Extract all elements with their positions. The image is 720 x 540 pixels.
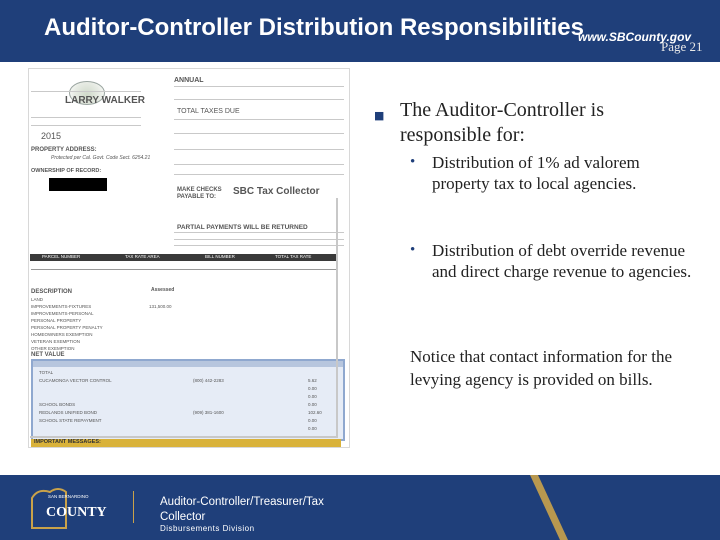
make-checks-label: MAKE CHECKS PAYABLE TO: bbox=[177, 187, 222, 200]
levy-row-amount: 0.00 bbox=[308, 386, 317, 391]
levy-row-phone: (800) 442-2283 bbox=[193, 378, 224, 383]
sub-bullet bbox=[410, 240, 700, 282]
sub-bullet bbox=[410, 152, 700, 194]
levy-row-amount: 0.00 bbox=[308, 394, 317, 399]
levy-row-amount: 0.00 bbox=[308, 418, 317, 423]
description-row: PERSONAL PROPERTY PENALTY bbox=[31, 325, 103, 330]
bill-rule bbox=[174, 86, 344, 87]
net-value-label: NET VALUE bbox=[31, 352, 65, 358]
bill-rule bbox=[31, 91, 141, 92]
footer-department: Auditor-Controller/Treasurer/Tax Collector bbox=[160, 496, 324, 523]
bill-rule bbox=[174, 245, 344, 246]
levy-row-amount: 5.62 bbox=[308, 378, 317, 383]
page-number: Page 21 bbox=[661, 39, 703, 54]
levy-row-phone: (909) 381-1600 bbox=[193, 410, 224, 415]
levy-row-name: SCHOOL STATE REPAYMENT bbox=[39, 418, 102, 423]
levy-row-amount: 102.60 bbox=[308, 410, 322, 415]
bill-rule bbox=[174, 99, 344, 100]
redacted-owner-block bbox=[49, 178, 107, 191]
description-row: OTHER EXEMPTION bbox=[31, 346, 75, 351]
bill-annual-label: ANNUAL bbox=[174, 77, 204, 84]
bill-rule bbox=[31, 117, 141, 118]
levy-row-name: CUCAMONGA VECTOR CONTROL bbox=[39, 378, 112, 383]
sub-bullet-text: Distribution of debt override revenue and direct charge revenue to agencies. bbox=[432, 241, 692, 281]
notice-text: Notice that contact information for the levying agency is provided on bills. bbox=[410, 347, 672, 389]
main-bullet-text: The Auditor-Controller is responsible for: bbox=[400, 99, 605, 146]
bill-shadow bbox=[30, 436, 338, 438]
square-bullet-icon: ■ bbox=[374, 109, 385, 122]
logo-text-top: SAN BERNARDINO bbox=[48, 494, 89, 499]
bill-rule bbox=[174, 119, 344, 120]
assessed-label: Assessed bbox=[151, 287, 175, 293]
levy-row-name: SCHOOL BONDS bbox=[39, 402, 76, 407]
bill-year: 2015 bbox=[41, 131, 62, 141]
bill-rule bbox=[174, 232, 344, 233]
footer-divider bbox=[133, 491, 134, 523]
description-row: VETERAN EXEMPTION bbox=[31, 339, 81, 344]
sub-bullet-text: Distribution of 1% ad valorem property tax to local agencies. bbox=[432, 153, 640, 193]
payee-name: SBC Tax Collector bbox=[233, 186, 320, 197]
total-due-label: TOTAL TAXES DUE bbox=[177, 108, 240, 115]
important-messages-bar bbox=[31, 439, 341, 447]
tax-collector-name: LARRY WALKER bbox=[65, 95, 145, 106]
levy-row-amount: 0.00 bbox=[308, 426, 317, 431]
bill-rule bbox=[174, 174, 344, 175]
description-row: HOMEOWNERS EXEMPTION bbox=[31, 332, 93, 337]
slide-title: Auditor-Controller Distribution Responsibilities bbox=[44, 14, 584, 41]
levying-agency-box bbox=[31, 359, 345, 441]
bill-column-header bbox=[30, 254, 336, 261]
property-address-label: PROPERTY ADDRESS: bbox=[31, 147, 97, 153]
levying-agency-header bbox=[33, 361, 343, 367]
column-tax-rate-area: TAX RATE AREA bbox=[125, 254, 160, 259]
footer-website-link[interactable]: www.SBCounty.gov bbox=[578, 30, 692, 44]
description-row: IMPROVEMENTS-PERSONAL bbox=[31, 311, 94, 316]
levy-row-amount: 0.00 bbox=[308, 402, 317, 407]
partial-payments-notice: PARTIAL PAYMENTS WILL BE RETURNED bbox=[177, 224, 308, 231]
bill-rule bbox=[174, 149, 344, 150]
footer-accent-shape bbox=[350, 475, 720, 540]
levy-row-name: REDLANDS UNIFIED BOND bbox=[39, 410, 98, 415]
bill-rule bbox=[31, 125, 141, 126]
ownership-label: OWNERSHIP OF RECORD: bbox=[31, 168, 102, 174]
bill-shadow bbox=[336, 198, 338, 438]
description-row: IMPROVEMENTS-FIXTURES bbox=[31, 304, 92, 309]
column-parcel-number: PARCEL NUMBER bbox=[42, 254, 81, 259]
improvements-value: 131,500.00 bbox=[149, 304, 172, 309]
column-bill-number: BILL NUMBER bbox=[205, 254, 235, 259]
bullet-dot-icon: • bbox=[410, 154, 416, 170]
bullet-dot-icon: • bbox=[410, 242, 416, 258]
property-address-note: Protected per Cal. Govt. Code Sect. 6254.21 bbox=[51, 155, 151, 161]
description-row: PERSONAL PROPERTY bbox=[31, 318, 82, 323]
bill-rule bbox=[174, 133, 344, 134]
important-messages-label: IMPORTANT MESSAGES: bbox=[34, 439, 101, 445]
column-total-tax-rate: TOTAL TAX RATE bbox=[275, 254, 312, 259]
logo-text-main: COUNTY bbox=[46, 505, 107, 520]
tax-bill-image bbox=[28, 68, 350, 448]
county-logo bbox=[28, 484, 128, 530]
description-row: LAND bbox=[31, 297, 44, 302]
bill-rule bbox=[31, 269, 336, 270]
bill-rule bbox=[174, 164, 344, 165]
footer-division: Disbursements Division bbox=[160, 524, 255, 533]
description-label: DESCRIPTION bbox=[31, 289, 73, 295]
bill-rule bbox=[174, 239, 344, 240]
levy-row-name: TOTAL bbox=[39, 370, 54, 375]
main-bullet bbox=[376, 98, 686, 148]
